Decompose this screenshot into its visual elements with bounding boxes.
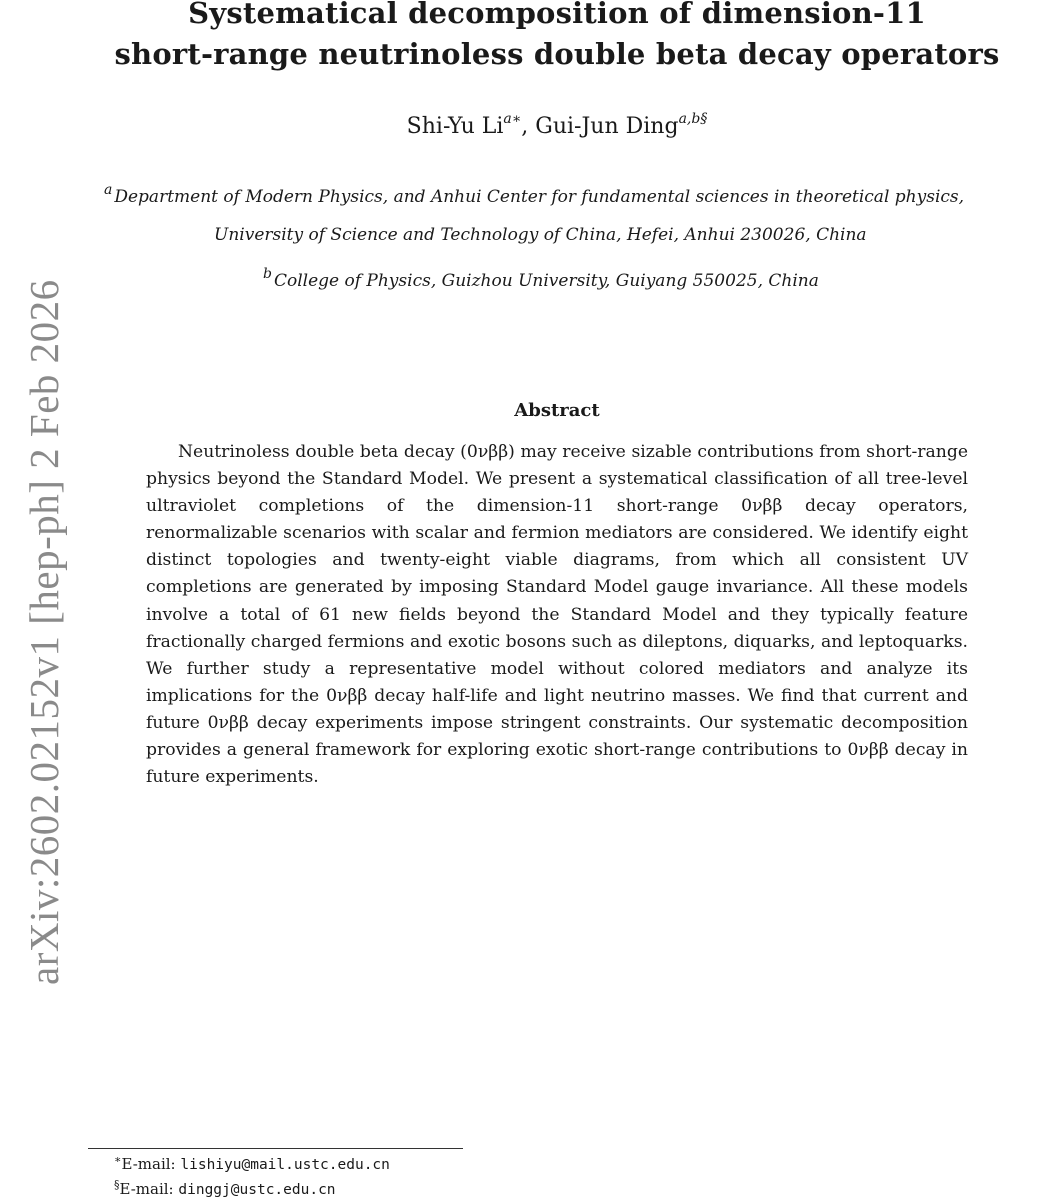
footnote-rule — [88, 1148, 463, 1149]
email-link[interactable]: lishiyu@mail.ustc.edu.cn — [180, 1157, 390, 1173]
affiliation-b — [263, 266, 819, 291]
footnote-label: E-mail: — [121, 1155, 181, 1173]
author-name: Gui-Jun Ding — [535, 114, 679, 139]
arxiv-identifier: arXiv:2602.02152v1 [hep-ph] 2 Feb 2026 — [21, 279, 67, 985]
affiliation-mark: b — [263, 266, 272, 282]
abstract-body: Neutrinoless double beta decay (0νββ) may receive sizable contributions from short-range physics beyond the Standard Model. We present a systematical classification of all tree-level ultraviolet completions of the dimension-11 short-range 0νββ decay operators, renormalizable scenarios with scalar and fermion mediators are considered. We identify eight distinct topologies and twenty-eight viable diagrams, from which all consistent UV completions are generated by imposing Standard Model gauge invariance. All these models involve a total of 61 new fields beyond the Standard Model and they typically feature fractionally charged fermions and exotic bosons such as dileptons, diquarks, and leptoquarks. We further study a representative model without colored mediators and analyze its implications for the 0νββ decay half-life and light neutrino masses. We find that current and future 0νββ decay experiments impose stringent constraints. Our systematic decomposition provides a general framework for exploring exotic short-range contributions to 0νββ decay in future experiments. — [146, 442, 968, 788]
affiliation-a — [104, 182, 965, 207]
affiliation-text: College of Physics, Guizhou University, Guiyang 550025, China — [273, 271, 819, 291]
author-name: Shi-Yu Li — [406, 114, 504, 139]
abstract-heading: Abstract — [514, 400, 600, 421]
author-list — [90, 111, 1024, 139]
footnote-email-2 — [114, 1180, 336, 1198]
affiliation-mark: a — [104, 182, 113, 198]
author-affiliation-mark: a∗ — [503, 111, 522, 127]
footnote-email-1 — [114, 1155, 390, 1173]
author-affiliation-mark: a,b§ — [678, 111, 708, 127]
title-line: Systematical decomposition of dimension-11 — [188, 0, 926, 30]
author-separator: , — [521, 114, 536, 139]
paper-title — [90, 0, 1024, 75]
affiliation-text: Department of Modern Physics, and Anhui Center for fundamental sciences in theoretical physics, — [114, 187, 965, 207]
affiliation-a-line2: University of Science and Technology of China, Hefei, Anhui 230026, China — [214, 225, 867, 245]
footnote-mark: § — [114, 1178, 120, 1191]
title-line: short-range neutrinoless double beta decay operators — [114, 37, 1000, 71]
email-link[interactable]: dinggj@ustc.edu.cn — [178, 1182, 336, 1198]
footnote-label: E-mail: — [119, 1180, 179, 1198]
footnote-mark: ∗ — [114, 1153, 122, 1166]
